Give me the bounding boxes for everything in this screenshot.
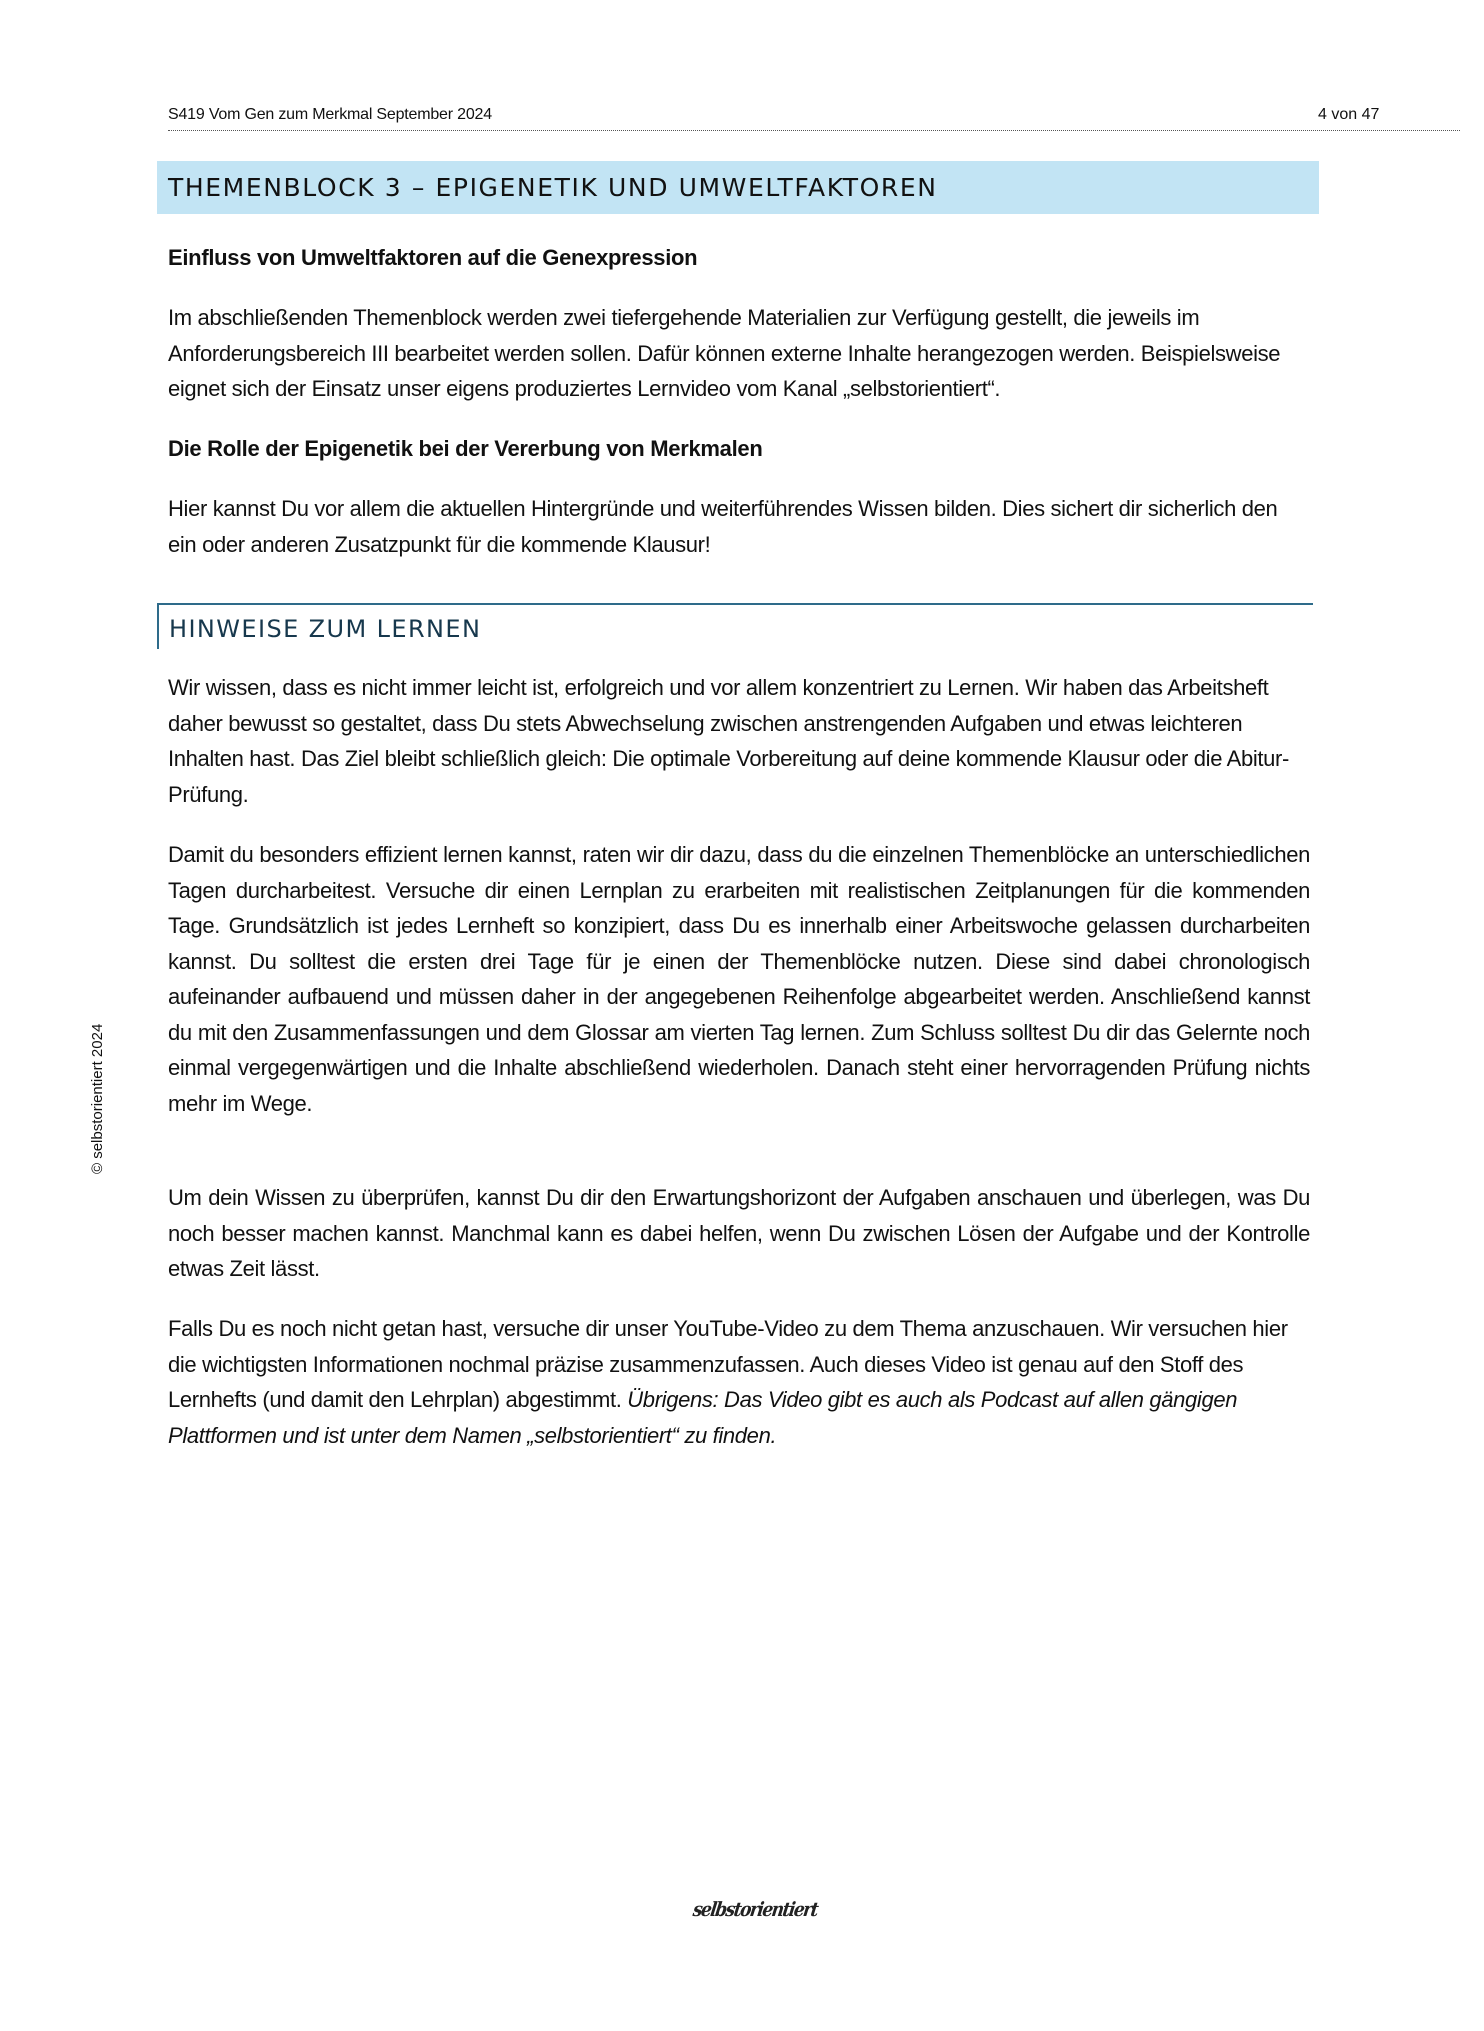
hinweise-paragraph: Um dein Wissen zu überprüfen, kannst Du dir den Erwartungshorizont der Aufgaben anschauen und überlegen, was Du noch besser machen kannst. Manchmal kann es dabei helfen, wenn Du zwischen Lösen der Aufgabe und der Kontrolle etwas Zeit lässt. [168, 1185, 1310, 1281]
section-text-epigenetik: Hier kannst Du vor allem die aktuellen Hintergründe und weiterführendes Wissen bilden. Dies sichert dir sicherlich den ein oder anderen Zusatzpunkt für die kommende Klausur! [168, 496, 1278, 557]
copyright-side-note: © selbstorientiert 2024 [89, 1023, 106, 1174]
page-number: 4 von 47 [1318, 106, 1380, 123]
section-heading-umweltfaktoren: Einfluss von Umweltfaktoren auf die Genexpression [168, 245, 698, 270]
podcast-note: Übrigens: Das Video gibt es auch als Podcast auf allen gängigen Plattformen und ist unter dem Namen „selbstorientiert“ zu finden. [168, 1387, 1238, 1448]
section-text-umweltfaktoren: Im abschließenden Themenblock werden zwei tiefergehende Materialien zur Verfügung gestellt, die jeweils im Anforderungsbereich III bearbeitet werden sollen. Dafür können externe Inhalte herangezogen werden. Beispielsweise eignet sich der Einsatz unser eigens produziertes Lernvideo vom Kanal „selbstorientiert“. [168, 305, 1281, 401]
hinweise-title: HINWEISE ZUM LERNEN [169, 615, 482, 643]
themenblock-title: THEMENBLOCK 3 – EPIGENETIK UND UMWELTFAKTOREN [168, 173, 938, 202]
hinweise-paragraph: Damit du besonders effizient lernen kannst, raten wir dir dazu, dass du die einzelnen Themenblöcke an unterschiedlichen Tagen durcharbeitest. Versuche dir einen Lernplan zu erarbeiten mit realistischen Zeitplanungen für die kommenden Tage. Grundsätzlich ist jedes Lernheft so konzipiert, dass Du es innerhalb einer Arbeitswoche gelassen durcharbeiten kannst. Du solltest die ersten drei Tage für je einen der Themenblöcke nutzen. Diese sind dabei chronologisch aufeinander aufbauend und müssen daher in der angegebenen Reihenfolge abgearbeitet werden. Anschließend kannst du mit den Zusammenfassungen und dem Glossar am vierten Tag lernen. Zum Schluss solltest Du dir das Gelernte noch einmal vergegenwärtigen und die Inhalte abschließend wiederholen. Danach steht einer hervorragenden Prüfung nichts mehr im Wege. [168, 842, 1310, 1116]
header-divider [168, 130, 1460, 131]
section-heading-epigenetik: Die Rolle der Epigenetik bei der Vererbung von Merkmalen [168, 436, 763, 461]
footer-logo: selbstorientiert [691, 1898, 819, 1922]
hinweise-heading-box [157, 603, 1313, 649]
video-text: Falls Du es noch nicht getan hast, versuche dir unser YouTube-Video zu dem Thema anzuschauen. Wir versuchen hier die wichtigsten Informationen nochmal präzise zusammenzufassen. Auch dieses Video ist genau auf den Stoff des Lernhefts (und damit den Lehrplan) abgestimmt. [168, 1316, 1288, 1412]
page-header [168, 104, 1460, 130]
document-title: S419 Vom Gen zum Merkmal September 2024 [168, 106, 492, 123]
hinweise-paragraph-video [168, 1311, 1310, 1453]
themenblock-banner [157, 161, 1319, 214]
hinweise-paragraph: Wir wissen, dass es nicht immer leicht ist, erfolgreich und vor allem konzentriert zu Lernen. Wir haben das Arbeitsheft daher bewusst so gestaltet, dass Du stets Abwechselung zwischen anstrengenden Aufgaben und etwas leichteren Inhalten hast. Das Ziel bleibt schließlich gleich: Die optimale Vorbereitung auf deine kommende Klausur oder die Abitur-Prüfung. [168, 675, 1289, 807]
